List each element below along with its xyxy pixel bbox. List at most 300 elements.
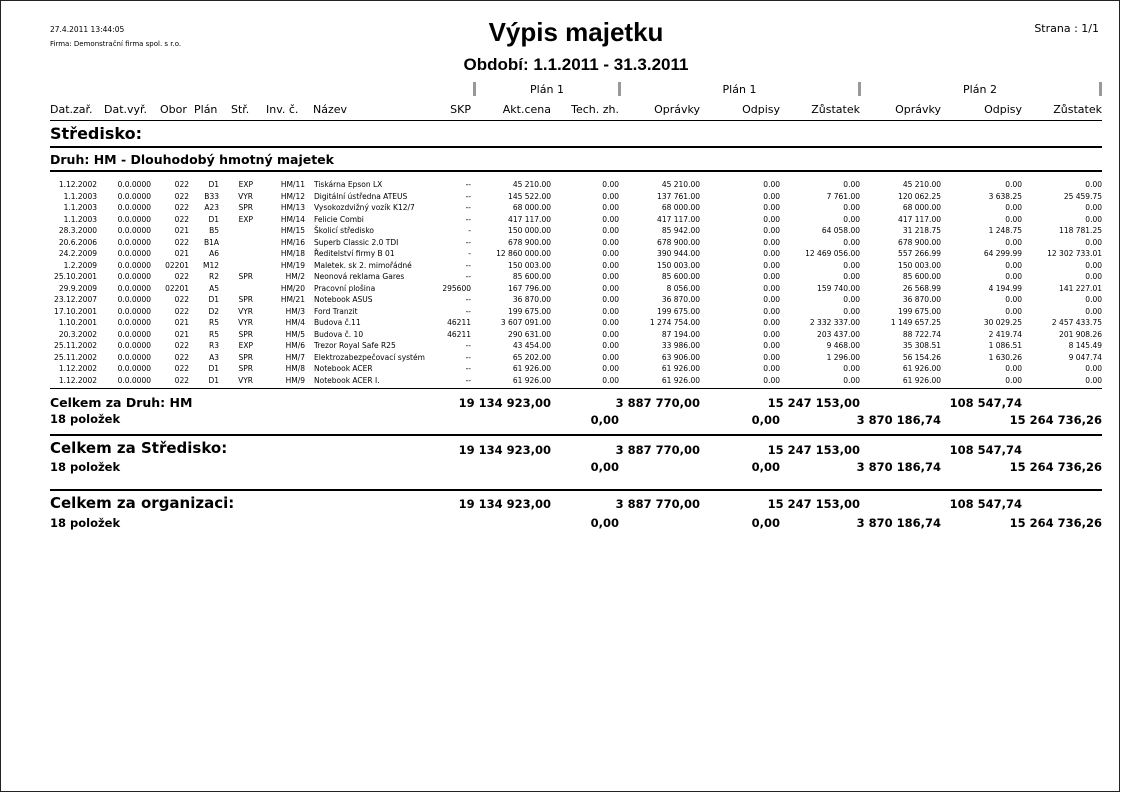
total-druh-label: Celkem za Druh: HM: [50, 395, 193, 410]
row-odpisy-2: 3 638.25: [988, 191, 1022, 201]
row-zustatek-1: 159 740.00: [817, 283, 860, 293]
row-skp: --: [465, 237, 471, 247]
total-druh-akt: 19 134 923,00: [458, 396, 551, 410]
row-dat-vyr: 0.0.0000: [117, 226, 151, 235]
table-row: [1, 329, 1121, 340]
row-akt-cena: 12 860 000.00: [496, 249, 551, 258]
row-str: SPR: [238, 203, 253, 212]
total-organizace-odp2: 108 547,74: [949, 497, 1022, 511]
row-tech-zh: 0.00: [602, 191, 619, 201]
row-zustatek-1: 2 332 337.00: [809, 318, 860, 327]
row-opravky-2: 417 117.00: [898, 214, 941, 224]
row-inv: HM/13: [280, 203, 305, 212]
row-dat-zar: 17.10.2001: [54, 306, 97, 316]
row-dat-vyr: 0.0.0000: [117, 191, 151, 201]
row-skp: -: [468, 249, 471, 258]
row-tech-zh: 0.00: [602, 203, 619, 212]
row-akt-cena: 150 000.00: [508, 226, 551, 235]
row-skp: --: [465, 191, 471, 201]
row-odpisy-1: 0.00: [763, 341, 780, 350]
row-zustatek-2: 0.00: [1085, 364, 1102, 373]
col-akt-cena: Akt.cena: [502, 103, 551, 116]
row-skp: --: [465, 260, 471, 270]
org-rule: [50, 489, 1102, 491]
row-odpisy-2: 0.00: [1005, 214, 1022, 224]
total-druh-odp2: 108 547,74: [949, 396, 1022, 410]
row-zustatek-1: 7 761.00: [826, 191, 860, 201]
row-skp: 46211: [447, 329, 471, 339]
row-opravky-1: 1 274 754.00: [649, 318, 700, 327]
total-stredisko-opr2: 3 870 186,74: [856, 460, 941, 474]
row-skp: 295600: [442, 283, 471, 293]
col-nazev: Název: [313, 103, 348, 116]
row-dat-zar: 24.2.2009: [58, 249, 97, 258]
row-opravky-1: 199 675.00: [657, 306, 700, 316]
row-zustatek-2: 25 459.75: [1063, 191, 1102, 201]
row-zustatek-2: 0.00: [1085, 272, 1102, 281]
row-str: VYR: [238, 191, 253, 201]
total-organizace-label: Celkem za organizaci:: [50, 494, 235, 512]
col-zustatek-1: Zůstatek: [811, 103, 860, 116]
row-akt-cena: 678 900.00: [508, 237, 551, 247]
row-skp: --: [465, 295, 471, 304]
row-akt-cena: 150 003.00: [508, 260, 551, 270]
row-zustatek-2: 201 908.26: [1059, 329, 1102, 339]
row-akt-cena: 61 926.00: [512, 375, 551, 385]
row-dat-zar: 1.1.2003: [63, 214, 97, 224]
total-stredisko-count: 18 položek: [50, 460, 121, 474]
col-odpisy-1: Odpisy: [742, 103, 780, 116]
table-row: [1, 375, 1121, 386]
row-plan: B1A: [203, 237, 219, 247]
section-stredisko: Středisko:: [50, 124, 142, 143]
row-nazev: Notebook ASUS: [314, 295, 373, 304]
row-nazev: Budova č. 10: [314, 329, 364, 339]
row-nazev: Pracovní plošina: [314, 283, 376, 293]
table-row: [1, 352, 1121, 363]
row-plan: B33: [204, 191, 219, 201]
row-akt-cena: 85 600.00: [512, 272, 551, 281]
row-zustatek-1: 0.00: [843, 237, 860, 247]
row-zustatek-1: 0.00: [843, 364, 860, 373]
row-dat-zar: 1.12.2002: [58, 180, 97, 189]
group-plan1-b: Plán 1: [722, 83, 757, 96]
total-organizace-zus1: 15 247 153,00: [767, 497, 860, 511]
row-tech-zh: 0.00: [602, 329, 619, 339]
row-dat-zar: 25.11.2002: [54, 352, 97, 362]
rows-end-rule: [50, 388, 1102, 389]
row-tech-zh: 0.00: [602, 306, 619, 316]
row-opravky-2: 35 308.51: [902, 341, 941, 350]
row-odpisy-1: 0.00: [763, 214, 780, 224]
row-odpisy-2: 0.00: [1005, 203, 1022, 212]
total-stredisko-zus1: 15 247 153,00: [767, 443, 860, 457]
row-plan: R3: [209, 341, 219, 350]
row-akt-cena: 68 000.00: [512, 203, 551, 212]
row-opravky-2: 199 675.00: [898, 306, 941, 316]
total-druh-opr1: 3 887 770,00: [615, 396, 700, 410]
row-opravky-2: 31 218.75: [902, 226, 941, 235]
row-obor: 022: [174, 237, 189, 247]
total-organizace-opr2: 3 870 186,74: [856, 516, 941, 530]
row-nazev: Ford Tranzit: [314, 306, 358, 316]
row-nazev: Digitální ústředna ATEUS: [314, 191, 408, 201]
row-akt-cena: 290 631.00: [508, 329, 551, 339]
row-akt-cena: 199 675.00: [508, 306, 551, 316]
row-odpisy-2: 1 630.26: [988, 352, 1022, 362]
row-opravky-1: 8 056.00: [666, 283, 700, 293]
row-inv: HM/11: [280, 180, 305, 189]
row-dat-vyr: 0.0.0000: [117, 203, 151, 212]
row-skp: --: [465, 341, 471, 350]
table-row: [1, 179, 1121, 190]
row-inv: HM/9: [285, 375, 305, 385]
row-opravky-2: 56 154.26: [902, 352, 941, 362]
table-row: [1, 237, 1121, 248]
row-akt-cena: 145 522.00: [508, 191, 551, 201]
row-tech-zh: 0.00: [602, 295, 619, 304]
row-dat-vyr: 0.0.0000: [117, 306, 151, 316]
row-odpisy-1: 0.00: [763, 352, 780, 362]
row-zustatek-1: 1 296.00: [826, 352, 860, 362]
row-dat-vyr: 0.0.0000: [117, 237, 151, 247]
row-skp: -: [468, 226, 471, 235]
row-plan: A5: [209, 283, 219, 293]
row-opravky-1: 417 117.00: [657, 214, 700, 224]
row-str: VYR: [238, 306, 253, 316]
row-inv: HM/2: [285, 272, 305, 281]
row-dat-vyr: 0.0.0000: [117, 364, 151, 373]
row-odpisy-1: 0.00: [763, 306, 780, 316]
row-opravky-2: 85 600.00: [902, 272, 941, 281]
row-tech-zh: 0.00: [602, 237, 619, 247]
row-dat-vyr: 0.0.0000: [117, 295, 151, 304]
row-plan: B5: [209, 226, 219, 235]
druh-rule: [50, 170, 1102, 172]
row-odpisy-1: 0.00: [763, 295, 780, 304]
row-plan: D2: [208, 306, 219, 316]
col-dat-zar: Dat.zař.: [50, 103, 93, 116]
table-row: [1, 271, 1121, 282]
report-period: Období: 1.1.2011 - 31.3.2011: [463, 55, 689, 74]
row-plan: D1: [208, 364, 219, 373]
report-title: Výpis majetku: [488, 17, 664, 47]
row-akt-cena: 61 926.00: [512, 364, 551, 373]
row-zustatek-1: 0.00: [843, 272, 860, 281]
row-akt-cena: 36 870.00: [512, 295, 551, 304]
table-row: [1, 248, 1121, 259]
total-stredisko-zus2: 15 264 736,26: [1009, 460, 1102, 474]
row-opravky-1: 68 000.00: [661, 203, 700, 212]
row-akt-cena: 3 607 091.00: [500, 318, 551, 327]
report-datetime: 27.4.2011 13:44:05: [50, 25, 125, 34]
row-zustatek-2: 0.00: [1085, 295, 1102, 304]
row-plan: A6: [209, 249, 219, 258]
row-opravky-2: 26 568.99: [902, 283, 941, 293]
row-zustatek-1: 9 468.00: [826, 341, 860, 350]
row-opravky-1: 63 906.00: [661, 352, 700, 362]
col-dat-vyr: Dat.vyř.: [104, 103, 148, 116]
total-organizace-count: 18 položek: [50, 516, 121, 530]
row-dat-zar: 1.12.2002: [58, 375, 97, 385]
row-skp: --: [465, 352, 471, 362]
row-zustatek-2: 12 302 733.01: [1047, 249, 1102, 258]
col-opravky-2: Oprávky: [895, 103, 941, 116]
total-rule: [50, 434, 1102, 436]
row-nazev: Notebook ACER I.: [314, 375, 380, 385]
row-nazev: Elektrozabezpečovací systém: [314, 352, 425, 362]
total-druh-odp1: 0,00: [751, 413, 780, 427]
total-druh-tech: 0,00: [590, 413, 619, 427]
row-nazev: Vysokozdvižný vozík K12/7: [314, 203, 415, 212]
col-obor: Obor: [160, 103, 187, 116]
row-nazev: Ředitelství firmy B 01: [314, 249, 395, 258]
row-zustatek-1: 64 058.00: [821, 226, 860, 235]
total-organizace-odp1: 0,00: [751, 516, 780, 530]
row-zustatek-1: 0.00: [843, 203, 860, 212]
total-organizace-opr1: 3 887 770,00: [615, 497, 700, 511]
row-zustatek-1: 0.00: [843, 306, 860, 316]
row-tech-zh: 0.00: [602, 375, 619, 385]
row-dat-vyr: 0.0.0000: [117, 214, 151, 224]
row-nazev: Trezor Royal Safe R25: [314, 341, 396, 350]
col-inv: Inv. č.: [266, 103, 299, 116]
row-dat-vyr: 0.0.0000: [117, 272, 151, 281]
row-zustatek-1: 0.00: [843, 214, 860, 224]
row-zustatek-2: 9 047.74: [1068, 352, 1102, 362]
row-odpisy-2: 0.00: [1005, 306, 1022, 316]
row-opravky-2: 36 870.00: [902, 295, 941, 304]
row-plan: D1: [208, 295, 219, 304]
row-dat-zar: 29.9.2009: [58, 283, 97, 293]
row-opravky-2: 1 149 657.25: [890, 318, 941, 327]
row-str: VYR: [238, 375, 253, 385]
row-odpisy-2: 0.00: [1005, 237, 1022, 247]
row-skp: 46211: [447, 318, 471, 327]
row-dat-zar: 20.6.2006: [58, 237, 97, 247]
row-nazev: Maletek. sk 2. mimořádné: [314, 260, 412, 270]
row-zustatek-1: 0.00: [843, 260, 860, 270]
group-separator: [1099, 82, 1102, 96]
row-zustatek-2: 141 227.01: [1059, 283, 1102, 293]
row-inv: HM/20: [280, 283, 305, 293]
total-druh-zus1: 15 247 153,00: [767, 396, 860, 410]
row-obor: 02201: [165, 260, 189, 270]
total-organizace-tech: 0,00: [590, 516, 619, 530]
total-organizace-akt: 19 134 923,00: [458, 497, 551, 511]
row-obor: 022: [174, 180, 189, 189]
row-tech-zh: 0.00: [602, 260, 619, 270]
row-akt-cena: 43 454.00: [512, 341, 551, 350]
row-obor: 022: [174, 364, 189, 373]
total-stredisko-akt: 19 134 923,00: [458, 443, 551, 457]
total-stredisko-odp1: 0,00: [751, 460, 780, 474]
row-dat-vyr: 0.0.0000: [117, 180, 151, 189]
row-odpisy-1: 0.00: [763, 203, 780, 212]
row-inv: HM/14: [280, 214, 305, 224]
row-opravky-1: 150 003.00: [657, 260, 700, 270]
col-opravky-1: Oprávky: [654, 103, 700, 116]
row-zustatek-2: 0.00: [1085, 237, 1102, 247]
row-dat-zar: 1.2.2009: [63, 260, 97, 270]
table-row: [1, 283, 1121, 294]
row-inv: HM/15: [280, 226, 305, 235]
row-odpisy-1: 0.00: [763, 237, 780, 247]
page-number: Strana : 1/1: [1034, 22, 1099, 35]
row-inv: HM/8: [285, 364, 305, 373]
table-row: [1, 294, 1121, 305]
section-rule: [50, 146, 1102, 148]
row-odpisy-2: 0.00: [1005, 260, 1022, 270]
row-zustatek-2: 0.00: [1085, 214, 1102, 224]
row-obor: 022: [174, 191, 189, 201]
row-odpisy-2: 1 248.75: [988, 226, 1022, 235]
row-odpisy-2: 0.00: [1005, 364, 1022, 373]
row-plan: D1: [208, 375, 219, 385]
row-zustatek-2: 0.00: [1085, 375, 1102, 385]
row-dat-vyr: 0.0.0000: [117, 329, 151, 339]
col-tech-zh: Tech. zh.: [571, 103, 619, 116]
row-obor: 022: [174, 352, 189, 362]
row-dat-zar: 1.12.2002: [58, 364, 97, 373]
row-akt-cena: 417 117.00: [508, 214, 551, 224]
row-opravky-2: 68 000.00: [902, 203, 941, 212]
row-plan: R2: [209, 272, 219, 281]
row-obor: 021: [174, 318, 189, 327]
row-opravky-1: 85 600.00: [661, 272, 700, 281]
row-inv: HM/16: [280, 237, 305, 247]
row-odpisy-2: 1 086.51: [988, 341, 1022, 350]
row-inv: HM/6: [285, 341, 305, 350]
row-dat-vyr: 0.0.0000: [117, 249, 151, 258]
col-skp: SKP: [450, 103, 471, 116]
row-opravky-1: 61 926.00: [661, 375, 700, 385]
row-inv: HM/19: [280, 260, 305, 270]
header-rule: [50, 120, 1102, 121]
row-opravky-1: 33 986.00: [661, 341, 700, 350]
group-plan1-a: Plán 1: [530, 83, 564, 96]
row-str: EXP: [238, 180, 253, 189]
table-row: [1, 202, 1121, 213]
row-obor: 021: [174, 226, 189, 235]
row-inv: HM/5: [285, 329, 305, 339]
row-inv: HM/21: [280, 295, 305, 304]
row-obor: 022: [174, 295, 189, 304]
row-tech-zh: 0.00: [602, 364, 619, 373]
col-str: Stř.: [231, 103, 250, 116]
row-skp: --: [465, 203, 471, 212]
row-zustatek-1: 203 437.00: [817, 329, 860, 339]
row-tech-zh: 0.00: [602, 272, 619, 281]
row-opravky-2: 120 062.25: [898, 191, 941, 201]
row-inv: HM/18: [280, 249, 305, 258]
row-dat-vyr: 0.0.0000: [117, 260, 151, 270]
row-nazev: Neonová reklama Gares: [314, 272, 405, 281]
row-odpisy-2: 0.00: [1005, 295, 1022, 304]
row-inv: HM/7: [285, 352, 305, 362]
row-skp: --: [465, 364, 471, 373]
row-dat-zar: 1.1.2003: [63, 191, 97, 201]
row-plan: R5: [209, 318, 219, 327]
row-skp: --: [465, 180, 471, 189]
col-odpisy-2: Odpisy: [984, 103, 1022, 116]
row-zustatek-1: 0.00: [843, 375, 860, 385]
row-zustatek-2: 0.00: [1085, 180, 1102, 189]
row-odpisy-1: 0.00: [763, 329, 780, 339]
row-zustatek-1: 0.00: [843, 180, 860, 189]
row-opravky-2: 557 266.99: [898, 249, 941, 258]
row-odpisy-1: 0.00: [763, 249, 780, 258]
row-opravky-1: 61 926.00: [661, 364, 700, 373]
total-organizace-zus2: 15 264 736,26: [1009, 516, 1102, 530]
row-dat-vyr: 0.0.0000: [117, 341, 151, 350]
row-str: SPR: [238, 352, 253, 362]
row-odpisy-2: 64 299.99: [983, 249, 1022, 258]
row-plan: M12: [202, 260, 219, 270]
table-row: [1, 214, 1121, 225]
row-odpisy-2: 0.00: [1005, 180, 1022, 189]
row-tech-zh: 0.00: [602, 318, 619, 327]
row-inv: HM/4: [285, 318, 305, 327]
row-opravky-2: 150 003.00: [898, 260, 941, 270]
row-nazev: Notebook ACER: [314, 364, 373, 373]
row-tech-zh: 0.00: [602, 352, 619, 362]
row-odpisy-2: 30 029.25: [983, 318, 1022, 327]
row-zustatek-2: 118 781.25: [1059, 226, 1102, 235]
row-akt-cena: 45 210.00: [512, 180, 551, 189]
row-skp: --: [465, 306, 471, 316]
total-druh-count: 18 položek: [50, 412, 121, 426]
row-plan: D1: [208, 180, 219, 189]
row-zustatek-2: 0.00: [1085, 260, 1102, 270]
table-row: [1, 260, 1121, 271]
row-odpisy-1: 0.00: [763, 191, 780, 201]
row-plan: A23: [204, 203, 219, 212]
row-skp: --: [465, 214, 471, 224]
row-dat-zar: 28.3.2000: [58, 226, 97, 235]
row-obor: 022: [174, 341, 189, 350]
total-stredisko-odp2: 108 547,74: [949, 443, 1022, 457]
row-odpisy-1: 0.00: [763, 375, 780, 385]
row-zustatek-2: 0.00: [1085, 203, 1102, 212]
row-tech-zh: 0.00: [602, 226, 619, 235]
row-obor: 022: [174, 203, 189, 212]
row-odpisy-1: 0.00: [763, 272, 780, 281]
row-tech-zh: 0.00: [602, 283, 619, 293]
row-zustatek-2: 2 457 433.75: [1051, 318, 1102, 327]
table-row: [1, 191, 1121, 202]
row-opravky-2: 61 926.00: [902, 364, 941, 373]
table-row: [1, 363, 1121, 374]
row-str: EXP: [238, 214, 253, 224]
row-akt-cena: 65 202.00: [512, 352, 551, 362]
row-opravky-1: 36 870.00: [661, 295, 700, 304]
druh-header: Druh: HM - Dlouhodobý hmotný majetek: [50, 152, 334, 167]
row-opravky-2: 88 722.74: [902, 329, 941, 339]
table-row: [1, 317, 1121, 328]
row-nazev: Tiskárna Epson LX: [314, 180, 383, 189]
table-row: [1, 306, 1121, 317]
row-obor: 022: [174, 306, 189, 316]
row-obor: 021: [174, 329, 189, 339]
row-str: SPR: [238, 272, 253, 281]
row-odpisy-1: 0.00: [763, 180, 780, 189]
row-zustatek-2: 0.00: [1085, 306, 1102, 316]
total-stredisko-tech: 0,00: [590, 460, 619, 474]
row-dat-vyr: 0.0.0000: [117, 283, 151, 293]
row-nazev: Budova č.11: [314, 318, 361, 327]
row-obor: 021: [174, 249, 189, 258]
